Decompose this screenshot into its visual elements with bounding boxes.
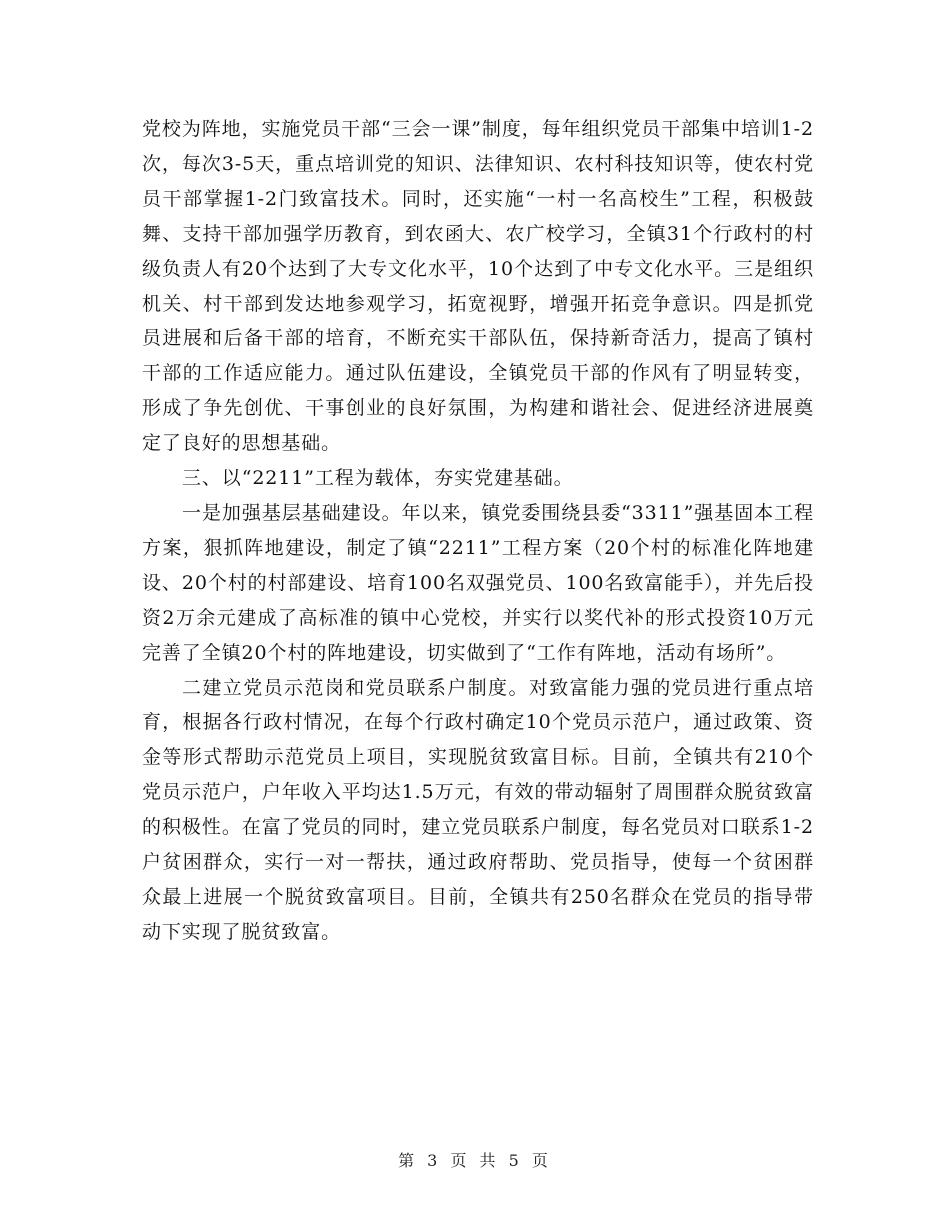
page-number-footer: 第 3 页 共 5 页 xyxy=(398,1151,552,1170)
paragraph-infrastructure: 一是加强基层基础建设。年以来，镇党委围绕县委“3311”强基固本工程方案，狠抓阵地建设，制定了镇“2211”工程方案（20个村的标准化阵地建设、20个村的村部建设、培育100名双强党员、100名致富能手），并先后投资2万余元建成了高标准的镇中心党校，并实行以奖代补的形式投资10万元完善了全镇20个村的阵地建设，切实做到了“工作有阵地，活动有场所”。 xyxy=(142,501,814,664)
document-body xyxy=(142,112,814,950)
paragraph-demonstration: 二建立党员示范岗和党员联系户制度。对致富能力强的党员进行重点培育，根据各行政村情况，在每个行政村确定10个党员示范户，通过政策、资金等形式帮助示范党员上项目，实现脱贫致富目标。目前，全镇共有210个党员示范户，户年收入平均达1.5万元，有效的带动辐射了周围群众脱贫致富的积极性。在富了党员的同时，建立党员联系户制度，每名党员对口联系1-2户贫困群众，实行一对一帮扶，通过政府帮助、党员指导，使每一个贫困群众最上进展一个脱贫致富项目。目前，全镇共有250名群众在党员的指导带动下实现了脱贫致富。 xyxy=(142,676,814,943)
section-heading: 三、以“2211”工程为载体，夯实党建基础。 xyxy=(182,467,574,490)
paragraph-continuation: 党校为阵地，实施党员干部“三会一课”制度，每年组织党员干部集中培训1-2次，每次3-5天，重点培训党的知识、法律知识、农村科技知识等，使农村党员干部掌握1-2门致富技术。同时，还实施“一村一名高校生”工程，积极鼓舞、支持干部加强学历教育，到农函大、农广校学习，全镇31个行政村的村级负责人有20个达到了大专文化水平，10个达到了中专文化水平。三是组织机关、村干部到发达地参观学习，拓宽视野，增强开拓竞争意识。四是抓党员进展和后备干部的培育，不断充实干部队伍，保持新奇活力，提高了镇村干部的工作适应能力。通过队伍建设，全镇党员干部的作风有了明显转变，形成了争先创优、干事创业的良好氛围，为构建和谐社会、促进经济进展奠定了良好的思想基础。 xyxy=(142,118,814,455)
